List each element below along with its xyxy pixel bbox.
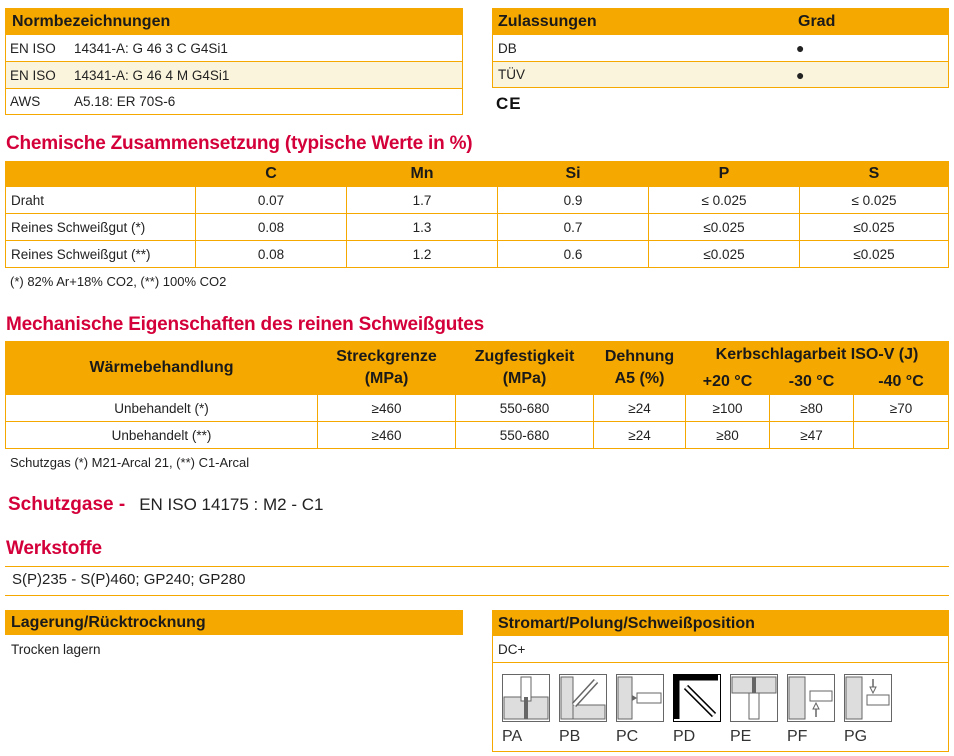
norm-row (6, 34, 462, 61)
werkstoffe-value: S(P)235 - S(P)460; GP240; GP280 (12, 571, 246, 588)
mech-cell: ≥47 (770, 422, 854, 449)
mech-cell: 550-680 (456, 422, 594, 449)
position-pb-icon (559, 674, 607, 722)
zulassungen-header (493, 9, 948, 34)
chem-header-empty (6, 162, 196, 187)
chem-cell: ≤ 0.025 (649, 187, 800, 214)
normbezeichnungen-title: Normbezeichnungen (6, 9, 462, 34)
mech-header-streck-label: Streckgrenze (336, 348, 437, 365)
chem-header-c: C (196, 162, 347, 187)
mech-header-zug (456, 342, 594, 395)
mech-header-zug-label: Zugfestigkeit (474, 348, 575, 365)
mech-header-streck-unit: (MPa) (364, 370, 409, 387)
position-label: PE (730, 728, 752, 745)
table-row (6, 422, 949, 449)
position-pe-icon (730, 674, 778, 722)
position-label: PD (673, 728, 696, 745)
lagerung-value: Trocken lagern (11, 642, 101, 657)
table-row (6, 187, 949, 214)
position-label: PA (502, 728, 523, 745)
norm-value: 14341-A: G 46 3 C G4Si1 (74, 40, 228, 56)
mech-cell: ≥70 (854, 395, 949, 422)
position-pg-icon (844, 674, 892, 722)
norm-standard: EN ISO (10, 40, 56, 56)
chem-cell: 1.3 (347, 214, 498, 241)
chem-cell: ≤0.025 (649, 241, 800, 268)
schutzgase-value: EN ISO 14175 : M2 - C1 (139, 495, 324, 514)
chem-cell: 1.2 (347, 241, 498, 268)
zulassung-name: DB (498, 40, 517, 56)
position-pc-icon (616, 674, 664, 722)
table-row (6, 241, 949, 268)
werkstoffe-line-bottom (5, 595, 949, 596)
chem-header-si: Si (498, 162, 649, 187)
mech-header-t30: -30 °C (770, 369, 854, 395)
position-label: PB (559, 728, 581, 745)
mech-header-streck (318, 342, 456, 395)
position-label: PF (787, 728, 808, 745)
chem-cell: ≤0.025 (649, 214, 800, 241)
chem-table (5, 161, 949, 268)
mech-header-waerme: Wärmebehandlung (6, 342, 318, 395)
mech-cell: ≥80 (770, 395, 854, 422)
mech-cell: ≥24 (594, 422, 686, 449)
mech-cell: ≥460 (318, 422, 456, 449)
norm-row (6, 88, 462, 114)
stromart-title: Stromart/Polung/Schweißposition (498, 614, 755, 632)
norm-row (6, 61, 462, 88)
mech-header-kerb: Kerbschlagarbeit ISO-V (J) (686, 342, 949, 369)
chem-row-label: Draht (6, 187, 196, 214)
chem-cell: 0.9 (498, 187, 649, 214)
ce-mark: CE (496, 94, 522, 113)
chem-cell: ≤ 0.025 (800, 187, 949, 214)
position-pa-icon (502, 674, 550, 722)
chem-note: (*) 82% Ar+18% CO2, (**) 100% CO2 (10, 274, 227, 289)
mech-table (5, 341, 949, 449)
weld-positions (502, 674, 942, 750)
mech-title: Mechanische Eigenschaften des reinen Schweißgutes (6, 314, 485, 335)
position-pd-icon (673, 674, 721, 722)
chem-row-label: Reines Schweißgut (**) (6, 241, 196, 268)
chem-cell: 0.08 (196, 214, 347, 241)
mech-cell: ≥460 (318, 395, 456, 422)
chem-header-mn: Mn (347, 162, 498, 187)
mech-note: Schutzgas (*) M21-Arcal 21, (**) C1-Arcal (10, 455, 250, 470)
chem-cell: 0.6 (498, 241, 649, 268)
chem-cell: 0.07 (196, 187, 347, 214)
mech-cell: ≥24 (594, 395, 686, 422)
zulassung-mark: ● (796, 66, 805, 83)
chem-title: Chemische Zusammensetzung (typische Werte in %) (6, 133, 473, 154)
schutzgase-title: Schutzgase - (8, 494, 126, 515)
lagerung-title: Lagerung/Rücktrocknung (11, 613, 206, 631)
werkstoffe-title: Werkstoffe (6, 538, 102, 559)
norm-standard: EN ISO (10, 67, 56, 83)
zulassung-row (493, 34, 948, 61)
mech-row-label: Unbehandelt (*) (6, 395, 318, 422)
zulassung-name: TÜV (498, 67, 525, 82)
stromart-value: DC+ (493, 636, 948, 663)
zulassungen-title: Zulassungen (498, 12, 597, 30)
mech-row-label: Unbehandelt (**) (6, 422, 318, 449)
mech-header-dehn-label: Dehnung (604, 348, 675, 365)
stromart-header (493, 611, 948, 636)
chem-cell: ≤0.025 (800, 214, 949, 241)
normbezeichnungen-box (5, 8, 463, 115)
mech-header-t40: -40 °C (854, 369, 949, 395)
zulassung-mark: ● (796, 40, 805, 56)
mech-header-dehn (594, 342, 686, 395)
grad-title: Grad (798, 12, 836, 30)
mech-header-dehn-unit: A5 (%) (614, 370, 665, 387)
schutzgase-line (8, 494, 323, 516)
position-label: PC (616, 728, 639, 745)
zulassungen-box (492, 8, 949, 88)
chem-row-label: Reines Schweißgut (*) (6, 214, 196, 241)
position-label: PG (844, 728, 868, 745)
norm-value: 14341-A: G 46 4 M G4Si1 (74, 67, 230, 83)
chem-header-p: P (649, 162, 800, 187)
mech-cell: ≥100 (686, 395, 770, 422)
mech-cell (854, 422, 949, 449)
position-pf-icon (787, 674, 835, 722)
table-row (6, 214, 949, 241)
chem-cell: 0.7 (498, 214, 649, 241)
chem-cell: 0.08 (196, 241, 347, 268)
chem-cell: ≤0.025 (800, 241, 949, 268)
chem-cell: 1.7 (347, 187, 498, 214)
table-row (6, 395, 949, 422)
mech-cell: ≥80 (686, 422, 770, 449)
norm-standard: AWS (10, 94, 41, 109)
mech-header-zug-unit: (MPa) (502, 370, 547, 387)
zulassung-row (493, 61, 948, 87)
lagerung-header (5, 610, 463, 635)
mech-cell: 550-680 (456, 395, 594, 422)
norm-value: A5.18: ER 70S-6 (74, 94, 176, 109)
werkstoffe-line-top (5, 566, 949, 567)
mech-header-t20: +20 °C (686, 369, 770, 395)
chem-header-s: S (800, 162, 949, 187)
